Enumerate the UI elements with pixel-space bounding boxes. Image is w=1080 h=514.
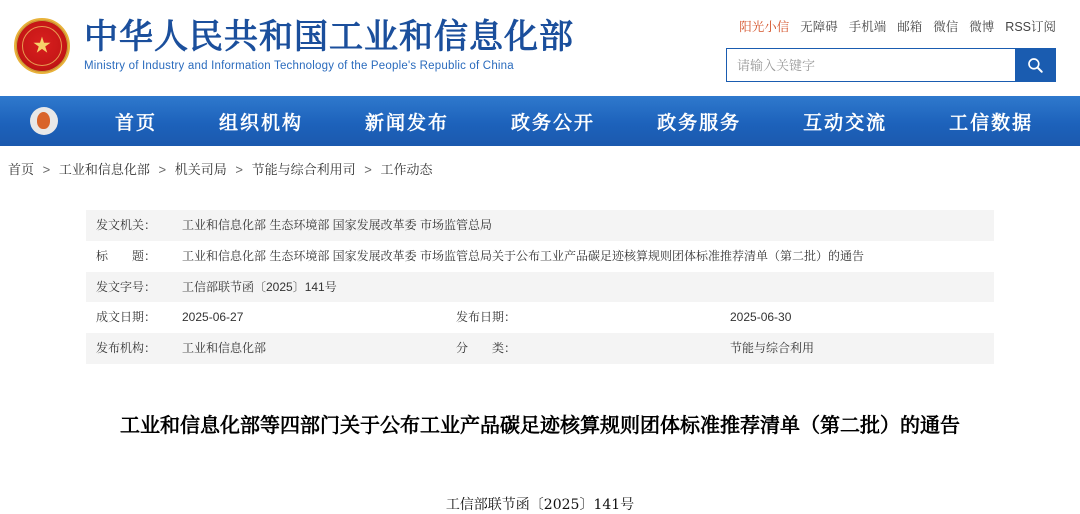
site-title-en: Ministry of Industry and Information Technology of the People's Republic of China [84,61,574,73]
table-row [86,210,994,241]
meta-value-issuing-authority: 工业和信息化部 生态环境部 国家发展改革委 市场监管总局 [172,210,994,241]
table-row [86,272,994,303]
nav-item-government-affairs[interactable]: 政务公开 [480,108,626,135]
breadcrumb-separator: > [154,162,172,177]
top-link-mobile[interactable]: 手机端 [849,17,887,35]
breadcrumb-item-home[interactable]: 首页 [8,162,34,177]
breadcrumb-separator: > [38,162,56,177]
search-box[interactable] [726,48,1056,82]
site-title-cn: 中华人民共和国工业和信息化部 [84,20,574,54]
breadcrumb-item-miit[interactable]: 工业和信息化部 [59,162,150,177]
meta-label-document-number: 发文字号： [86,272,172,303]
document-number: 工信部联节函〔2025〕141号 [86,494,994,514]
search-icon [1026,56,1044,74]
nav-item-home[interactable]: 首页 [84,108,188,135]
table-row [86,333,994,364]
meta-value-title: 工业和信息化部 生态环境部 国家发展改革委 市场监管总局关于公布工业产品碳足迹核算规则团体标准推荐清单（第二批）的通告 [172,241,994,272]
national-emblem-icon [14,18,70,74]
top-links [726,16,1056,36]
top-link-weibo[interactable]: 微博 [969,17,994,35]
emblem-ring [22,26,62,66]
meta-value-completion-date: 2025-06-27 [172,302,446,333]
document-meta-table [86,210,994,364]
nav-item-organization[interactable]: 组织机构 [188,108,334,135]
header-utility-area [726,10,1056,82]
page-title: 工业和信息化部等四部门关于公布工业产品碳足迹核算规则团体标准推荐清单（第二批）的通告 [96,410,984,440]
meta-value-category: 节能与综合利用 [720,333,994,364]
site-header [0,0,1080,96]
site-brand-text [84,20,574,73]
breadcrumb-item-work-updates[interactable]: 工作动态 [380,162,432,177]
breadcrumb-item-departments[interactable]: 机关司局 [175,162,227,177]
meta-value-publishing-org: 工业和信息化部 [172,333,446,364]
meta-label-completion-date: 成文日期： [86,302,172,333]
top-link-mail[interactable]: 邮箱 [897,17,922,35]
miit-flame-logo-icon[interactable] [30,107,58,135]
nav-item-news[interactable]: 新闻发布 [334,108,480,135]
top-link-accessibility[interactable]: 无障碍 [800,17,838,35]
top-link-rss[interactable]: RSS订阅 [1005,17,1056,35]
breadcrumb-item-energy-department[interactable]: 节能与综合利用司 [252,162,356,177]
meta-label-title: 标 题： [86,241,172,272]
site-brand[interactable] [14,10,574,74]
table-row [86,302,994,333]
meta-label-category: 分 类： [446,333,720,364]
search-button[interactable] [1015,49,1055,81]
meta-label-publishing-org: 发布机构： [86,333,172,364]
document-area [0,178,1080,514]
breadcrumb [0,146,1080,178]
nav-item-government-services[interactable]: 政务服务 [626,108,772,135]
meta-label-issuing-authority: 发文机关： [86,210,172,241]
breadcrumb-separator: > [230,162,248,177]
nav-item-industry-data[interactable]: 工信数据 [918,108,1064,135]
meta-value-document-number: 工信部联节函〔2025〕141号 [172,272,994,303]
breadcrumb-separator: > [359,162,377,177]
meta-value-publish-date: 2025-06-30 [720,302,994,333]
table-row [86,241,994,272]
nav-items [84,108,1080,135]
search-input[interactable] [727,49,1015,81]
nav-item-interaction[interactable]: 互动交流 [772,108,918,135]
top-link-wechat[interactable]: 微信 [933,17,958,35]
top-link-sunshine[interactable]: 阳光小信 [739,17,789,35]
meta-label-publish-date: 发布日期： [446,302,720,333]
main-navigation [0,96,1080,146]
